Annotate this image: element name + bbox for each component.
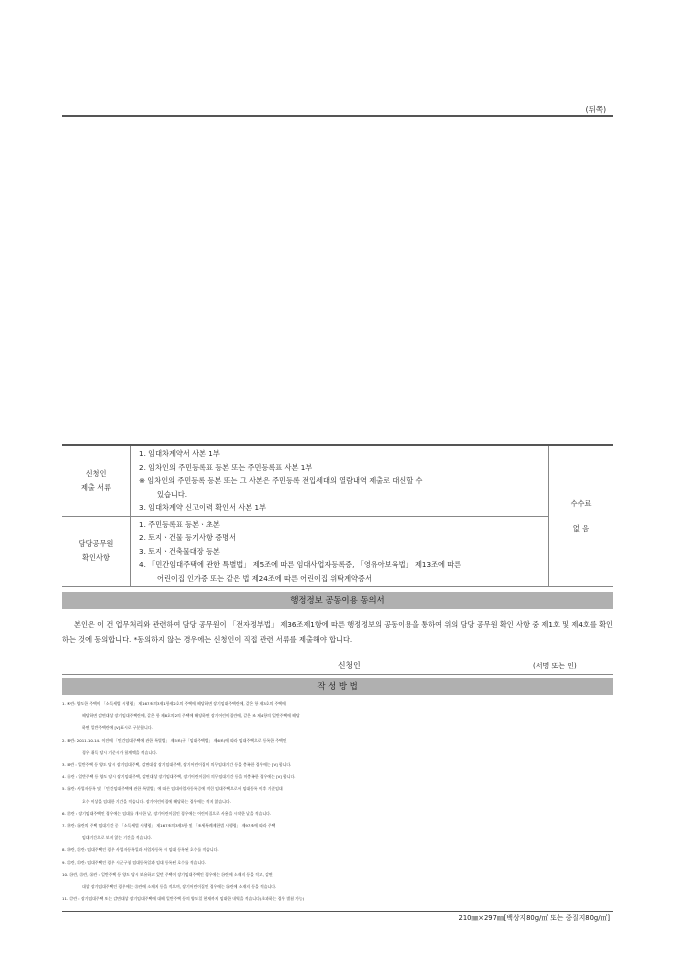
official-docs-label [62,516,131,587]
top-rule [62,115,613,117]
guide-line: 해당하면 감면대상 장기임대주택란에, 같은 항 제8호의2의 주택에 해당하면 장기어린이집란에, 같은 조 제4항의 일반주택에 해당 [82,713,300,719]
signature-rule [62,674,613,675]
guide-line: 1. ④란: 양도한 주택이 「소득세법 시행령」 제167조의3제1항제2호의 주택에 해당하면 장기임대주택란에, 같은 항 제3호의 주택에 [62,701,286,706]
applicant-docs-list [131,445,549,516]
official-docs-list [131,516,549,587]
official-label-line1: 담당공무원 [78,539,114,549]
guide-line: 7. ⑱란: ⑯란의 주택 임대기간 중 「소득세법 시행령」 제167조의3제3항 및 「조세특례제한법 시행령」 제97조에 따라 주택 [62,823,276,829]
list-note-cont: 있습니다. [157,489,188,499]
guide-line: 호수 이상을 임대한 기간을 적습니다. 장기어린이집에 해당하는 경우에는 적지 않습니다. [82,798,231,804]
applicant-label-line2: 제출 서류 [80,482,112,492]
guide-line: 6. ⑰란 : 장기임대주택인 경우에는 임대를 개시한 날, 장기어린이집인 경우에는 어린이집으로 사용을 시작한 날을 적습니다. [62,810,272,816]
official-label-line2: 확인사항 [82,553,110,563]
list-item: 3. 임대차계약 신고이력 확인서 사본 1부 [139,503,267,512]
fee-label: 수수료 [570,499,592,508]
list-item: 3. 토지ㆍ건축물대장 등본 [139,546,220,556]
consent-title-bar: 행정정보 공동이용 동의서 [62,592,613,609]
signer-label: 신청인 [338,661,361,670]
guide-line: 8. ⑳란, ㉑란: 임대주택인 경우 사업자등록일과 사업자등록 시 임대 등록된 호수를 적습니다. [62,847,219,853]
list-item: 4. 「민간임대주택에 관한 특별법」 제5조에 따른 임대사업자등록증, 「영유아보육법」 제13조에 따른 [139,560,462,569]
guide-line: 2. ⑧란: 2011.10.14. 이전에 「민간임대주택에 관한 특별법」 제5조(구「임대주택법」 제6조)에 따라 임대주택으로 등록한 주택인 [62,737,287,743]
guide-line: 10. ㉔란, ㉕란, ㉖란 : 일반주택 등 양도 당시 보유하고 있던 주택이 장기임대주택인 경우에는 ㉔란에 소재지 등을 적고, 감면 [62,871,273,877]
official-docs-row [62,516,613,587]
list-item: 1. 주민등록표 등본ㆍ초본 [139,519,220,529]
list-item: 2. 토지ㆍ건물 등기사항 증명서 [139,533,237,542]
fee-value: 없 음 [572,524,590,533]
consent-body: 본인은 이 건 업무처리와 관련하여 담당 공무원이 「전자정부법」 제36조제1항에 따른 행정정보의 공동이용을 통하여 위의 담당 공무원 확인 사항 중 제1호 및 제4호를 확인하는 것에 동의합니다. *동의하지 않는 경우에는 신청인이 직접 관련 서류를 제출해야 합니다. [62,620,614,644]
applicant-docs-row [62,445,613,516]
list-note: ※ 임차인의 주민등록 등본 또는 그 사본은 주민등록 전입세대의 열람내역 제출로 대신할 수 [139,476,423,485]
guide-line: 3. ⑩란 : 일반주택 등 양도 당시 장기임대주택, 감면대상 장기임대주택, 장기어린이집이 의무임대기간 등을 충족한 경우에는 [V] 합니다. [62,762,292,768]
guide-line: 대상 장기임대주택인 경우에는 ㉕란에 소재지 등을 적으며, 장기어린이집인 경우에는 ㉖란에 소재지 등을 적습니다. [82,884,277,890]
applicant-docs-label [62,445,131,516]
list-item: 1. 임대차계약서 사본 1부 [139,449,220,458]
guide-list [62,698,613,905]
signature-hint: (서명 또는 인) [533,662,577,670]
guide-title-bar: 작 성 방 법 [62,678,613,695]
guide-line: 11. ㉗란 : 장기임대주택 또는 감면대상 장기임대주택에 대해 일반주택 등의 양도일 현재까지 임대한 내역을 적습니다(초과하는 경우 별첨 가능) [62,896,305,902]
documents-table [62,444,613,587]
fee-cell [549,445,614,587]
list-item: 2. 임차인의 주민등록표 등본 또는 주민등록표 사본 1부 [139,462,313,472]
guide-line: 하면 일반주택란에 [V]표시로 구분합니다. [82,725,153,731]
applicant-label-line1: 신청인 [85,468,107,478]
guide-line: 경우 취득 당시 기준시가 합계액을 적습니다. [82,749,158,755]
paper-spec: 210㎜×297㎜[백상지80g/㎡ 또는 중질지80g/㎡] [458,914,610,922]
guide-line: 5. ⑯란: 사업자등록 및 「민간임대주택에 관한 특별법」에 따른 임대사업자등록증에 적힌 임대주택으로서 임대등록 이후 기준임대 [62,786,283,792]
guide-line: 4. ⑪란 : 일반주택 등 양도 당시 장기임대주택, 감면대상 장기임대주택, 장기어린이집이 의무임대기간 등을 미충족한 경우에는 [V] 합니다. [62,774,296,780]
guide-line: 9. ㉒란, ㉓란: 임대주택인 경우 시군구청 임대등록일과 임대 등록된 호수를 적습니다. [62,859,207,865]
guide-line: 임대기간으로 보지 않는 기간을 적습니다. [82,835,153,841]
back-side-label: (뒤쪽) [585,105,606,114]
list-item-cont: 어린이집 인가증 또는 같은 법 제24조에 따른 어린이집 위탁계약증서 [157,573,372,583]
